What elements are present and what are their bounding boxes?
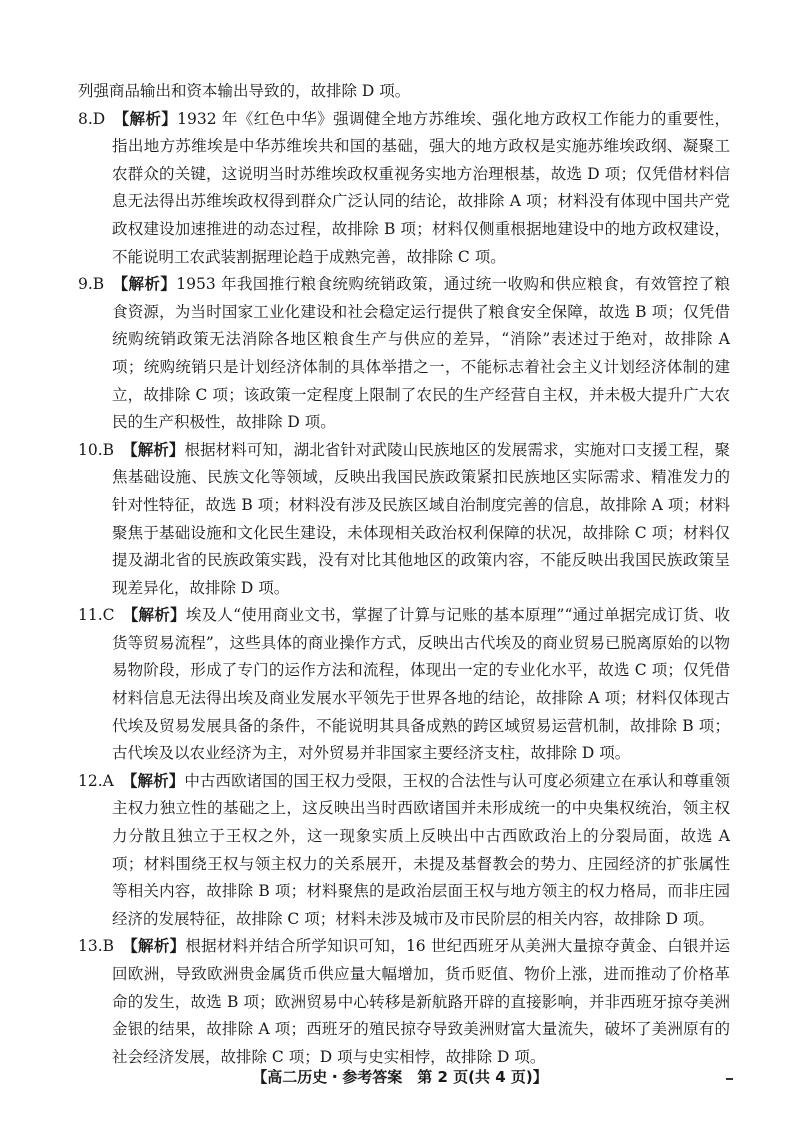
answer-item xyxy=(78,602,730,768)
answer-number: 10.B xyxy=(78,440,115,459)
answer-item xyxy=(78,933,730,1071)
analysis-text: 根据材料并结合所学知识可知，16 世纪西班牙从美洲大量掠夺黄金、白银并运回欧洲，导致欧洲贵金属货币供应量大幅增加，货币贬值、物价上涨，进而推动了价格革命的发生，故选 B 项；欧洲贸易中心转移是新航路开辟的直接影响，并非西班牙掠夺美洲金银的结果，故排除 A 项；西班牙的殖民掠夺导致美洲财富大量流失，破坏了美洲原有的社会经济发展，故排除 C 项；D 项与史实相悖，故排除 D 项。 xyxy=(112,937,730,1066)
analysis-text: 根据材料可知，湖北省针对武陵山民族地区的发展需求，实施对口支援工程，聚焦基础设施、民族文化等领域，反映出我国民族政策紧扣民族地区实际需求、精准发力的针对性特征，故选 B 项；材料没有涉及民族区域自治制度完善的信息，故排除 A 项；材料聚焦于基础设施和文化民生建设，未体现相关政治权利保障的状况，故排除 C 项；材料仅提及湖北省的民族政策实践，没有对比其他地区的政策内容，不能反映出我国民族政策呈现差异化，故排除 D 项。 xyxy=(112,440,730,597)
answer-number: 12.A xyxy=(78,771,114,790)
answer-number: 11.C xyxy=(78,606,115,625)
answer-item xyxy=(78,437,730,603)
answer-number: 9.B xyxy=(78,275,105,294)
analysis-text: 埃及人“使用商业文书，掌握了计算与记账的基本原理”“通过单据完成订货、收货等贸易流程”，这些具体的商业操作方式，反映出古代埃及的商业贸易已脱离原始的以物易物阶段，形成了专门的运作方法和流程，体现出一定的专业化水平，故选 C 项；仅凭借材料信息无法得出埃及商业发展水平领先于世界各地的结论，故排除 A 项；材料仅体现古代埃及贸易发展具备的条件，不能说明其具备成熟的跨区域贸易运营机制，故排除 B 项；古代埃及以农业经济为主，对外贸易并非国家主要经济支柱，故排除 D 项。 xyxy=(112,606,730,763)
answer-number: 13.B xyxy=(78,937,115,956)
intro-line: 列强商品输出和资本输出导致的，故排除 D 项。 xyxy=(78,82,411,100)
answer-item xyxy=(78,106,730,272)
answer-page xyxy=(78,78,730,1071)
corner-mark xyxy=(726,1078,733,1080)
answer-number: 8.D xyxy=(78,109,106,128)
analysis-text: 1953 年我国推行粮食统购统销政策，通过统一收购和供应粮食，有效管控了粮食资源，为当时国家工业化建设和社会稳定运行提供了粮食安全保障，故选 B 项；仅凭借统购统销政策无法消除各地区粮食生产与供应的差异，“消除”表述过于绝对，故排除 A 项；统购统销只是计划经济体制的具体举措之一，不能标志着社会主义计划经济体制的建立，故排除 C 项；该政策一定程度上限制了农民的生产经营自主权，并未极大提升广大农民的生产积极性，故排除 D 项。 xyxy=(112,275,730,432)
analysis-tag: 【解析】 xyxy=(113,109,178,128)
answer-item xyxy=(78,768,730,934)
analysis-tag: 【解析】 xyxy=(122,937,186,956)
analysis-tag: 【解析】 xyxy=(112,275,177,294)
answer-list xyxy=(78,106,730,1072)
analysis-tag: 【解析】 xyxy=(121,771,185,790)
analysis-tag: 【解析】 xyxy=(122,606,186,625)
page-footer: 【高二历史・参考答案 第 2 页(共 4 页)】 xyxy=(252,1068,548,1086)
analysis-text: 中古西欧诸国的国王权力受限，王权的合法性与认可度必须建立在承认和尊重领主权力独立性的基础之上，这反映出当时西欧诸国并未形成统一的中央集权统治，领主权力分散且独立于王权之外，这一现象实质上反映出中古西欧政治上的分裂局面，故选 A 项；材料围绕王权与领主权力的关系展开，未提及基督教会的势力、庄园经济的扩张属性等相关内容，故排除 B 项；材料聚焦的是政治层面王权与地方领主的权力格局，而非庄园经济的发展特征，故排除 C 项；材料未涉及城市及市民阶层的相关内容，故排除 D 项。 xyxy=(112,771,730,928)
answer-item xyxy=(78,271,730,437)
analysis-text: 1932 年《红色中华》强调健全地方苏维埃、强化地方政权工作能力的重要性，指出地方苏维埃是中华苏维埃共和国的基础，强大的地方政权是实施苏维埃政纲、凝聚工农群众的关键，这说明当时苏维埃政权重视务实地方治理根基，故选 D 项；仅凭借材料信息无法得出苏维埃政权得到群众广泛认同的结论，故排除 A 项；材料没有体现中国共产党政权建设加速推进的动态过程，故排除 B 项；材料仅侧重根据地建设中的地方政权建设，不能说明工农武装割据理论趋于成熟完善，故排除 C 项。 xyxy=(112,109,730,266)
analysis-tag: 【解析】 xyxy=(122,440,185,459)
